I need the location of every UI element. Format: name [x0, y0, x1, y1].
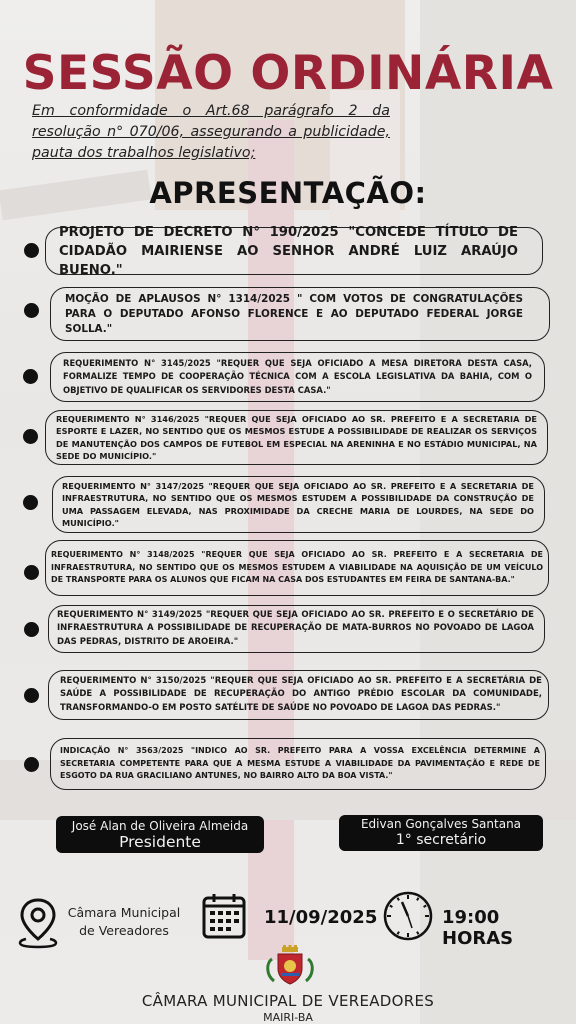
- agenda-item: [50, 352, 545, 402]
- agenda-item: [48, 605, 545, 653]
- agenda-item-text: REQUERIMENTO N° 3148/2025 "REQUER QUE SEJA OFICIADO AO SR. PREFEITO E A SECRETARIA DE INFRAESTRUTURA, NO SENTIDO QUE OS MESMOS ESTUDEM A VIABILIDADE NA AQUISIÇÃO DE UM VEÍCULO DE TRANSPORTE PARA OS ALUNOS QUE FICAM NA CASA DOS ESTUDANTES EM FEIRA DE SANTANA-BA.": [51, 550, 543, 585]
- section-heading: APRESENTAÇÃO:: [149, 176, 427, 210]
- bullet: [23, 369, 38, 384]
- agenda-item: [50, 738, 546, 790]
- session-time: 19:00 HORAS: [442, 907, 514, 949]
- bullet: [24, 243, 39, 258]
- agenda-item-text: REQUERIMENTO N° 3145/2025 "REQUER QUE SEJA OFICIADO A MESA DIRETORA DESTA CASA, FORMALIZE TEMPO DE COOPERAÇÃO TÉCNICA COM A ESCOLA LEGISLATIVA DA BAHIA, COM O OBJETIVO DE QUALIFICAR OS SERVIDORES DESTA CASA.": [63, 357, 532, 395]
- agenda-item-text: PROJETO DE DECRETO N° 190/2025 "CONCEDE TÍTULO DE CIDADÃO MAIRIENSE AO SENHOR ANDRÉ LUIZ ARAÚJO BUENO.": [59, 224, 518, 278]
- agenda-item: [45, 224, 543, 278]
- organization-city: MAIRI-BA: [263, 1011, 313, 1024]
- location-text: [64, 904, 184, 940]
- clock-icon: [382, 890, 434, 942]
- coat-of-arms-logo: [264, 945, 316, 987]
- bullet: [24, 688, 39, 703]
- agenda-item-text: REQUERIMENTO N° 3147/2025 "REQUER QUE SEJA OFICIADO AO SR. PREFEITO E A SECRETARIA DE INFRAESTRUTURA, NO SENTIDO QUE OS MESMOS ESTUDEM A POSSIBILIDADE DA CONSTRUÇÃO DE UMA PASSAGEM ELEVADA, NAS PROXIMIDADE DA CRECHE MARIA DE LOURDES, NA SEDE DO MUNICÍPIO.": [62, 480, 534, 528]
- president-signature: [56, 816, 264, 853]
- secretary-role: 1° secretário: [395, 832, 487, 848]
- page-title: SESSÃO ORDINÁRIA: [22, 46, 554, 101]
- bullet: [24, 303, 39, 318]
- secretary-signature: [339, 815, 543, 851]
- location-line1: Câmara Municipal: [67, 905, 181, 920]
- agenda-item: [48, 670, 549, 720]
- president-name: José Alan de Oliveira Almeida: [71, 819, 249, 833]
- bullet: [23, 495, 38, 510]
- agenda-item: [45, 540, 549, 596]
- location-pin-icon: [17, 897, 59, 949]
- agenda-item-text: MOÇÃO DE APLAUSOS N° 1314/2025 " COM VOTOS DE CONGRATULAÇÕES PARA O DEPUTADO AFONSO FLORENCE E AO DEPUTADO FEDERAL JORGE SOLLA.": [65, 292, 523, 335]
- president-role: Presidente: [119, 833, 201, 851]
- agenda-item: [52, 476, 545, 533]
- agenda-item-text: REQUERIMENTO N° 3149/2025 "REQUER QUE SEJA OFICIADO AO SR. PREFEITO E O SECRETÁRIO DE INFRAESTRUTURA A POSSIBILIDADE DE RECUPERAÇÃO DE MATA-BURROS NO POVOADO DE LAGOA DAS PEDRAS, DISTRITO DE AROEIRA.": [57, 609, 534, 647]
- calendar-icon: [201, 892, 247, 940]
- secretary-name: Edivan Gonçalves Santana: [360, 817, 522, 831]
- agenda-item-text: REQUERIMENTO N° 3150/2025 "REQUER QUE SEJA OFICIADO AO SR. PREFEITO E A SECRETÁRIA DE SAÚDE A POSSIBILIDADE DE RECUPERAÇÃO DO ANTIGO PRÉDIO ESCOLAR DA COMUNIDADE, TRANSFORMANDO-O EM POSTO SATÉLITE DE SAÚDE NO POVOADO DE LAGOA DAS PEDRAS.": [60, 675, 542, 713]
- agenda-item: [45, 410, 548, 465]
- bullet: [24, 757, 39, 772]
- agenda-item: [50, 287, 550, 341]
- location-line2: de Vereadores: [79, 923, 169, 938]
- agenda-item-text: REQUERIMENTO N° 3146/2025 "REQUER QUE SEJA OFICIADO AO SR. PREFEITO E A SECRETARIA DE ESPORTE E LAZER, NO SENTIDO QUE OS MESMOS ESTUDE A POSSIBILIDADE DE REALIZAR OS SERVIÇOS DE MANUTENÇÃO DOS CAMPOS DE FUTEBOL EM ESPECIAL NA ARENINHA E NO ESTÁDIO MUNICIPAL, NA SEDE DO MUNICÍPIO.": [56, 413, 537, 461]
- session-date: 11/09/2025: [264, 907, 378, 928]
- intro-text: Em conformidade o Art.68 parágrafo 2 da resolução n° 070/06, assegurando a publicidade, pauta dos trabalhos legislativo;: [32, 103, 390, 161]
- bullet: [24, 622, 39, 637]
- agenda-item-text: INDICAÇÃO N° 3563/2025 "INDICO AO SR. PREFEITO PARA A VOSSA EXCELÊNCIA DETERMINE A SECRETARIA COMPETENTE PARA QUE A MESMA ESTUDE A VIABILIDADE DA PAVIMENTAÇÃO E REDE DE ESGOTO DA RUA GRACILIANO ANTUNES, NO BAIRRO ALTO DA BOA VISTA.": [60, 746, 540, 781]
- bullet: [23, 429, 38, 444]
- bullet: [24, 565, 39, 580]
- organization-name: CÂMARA MUNICIPAL DE VEREADORES: [141, 992, 435, 1010]
